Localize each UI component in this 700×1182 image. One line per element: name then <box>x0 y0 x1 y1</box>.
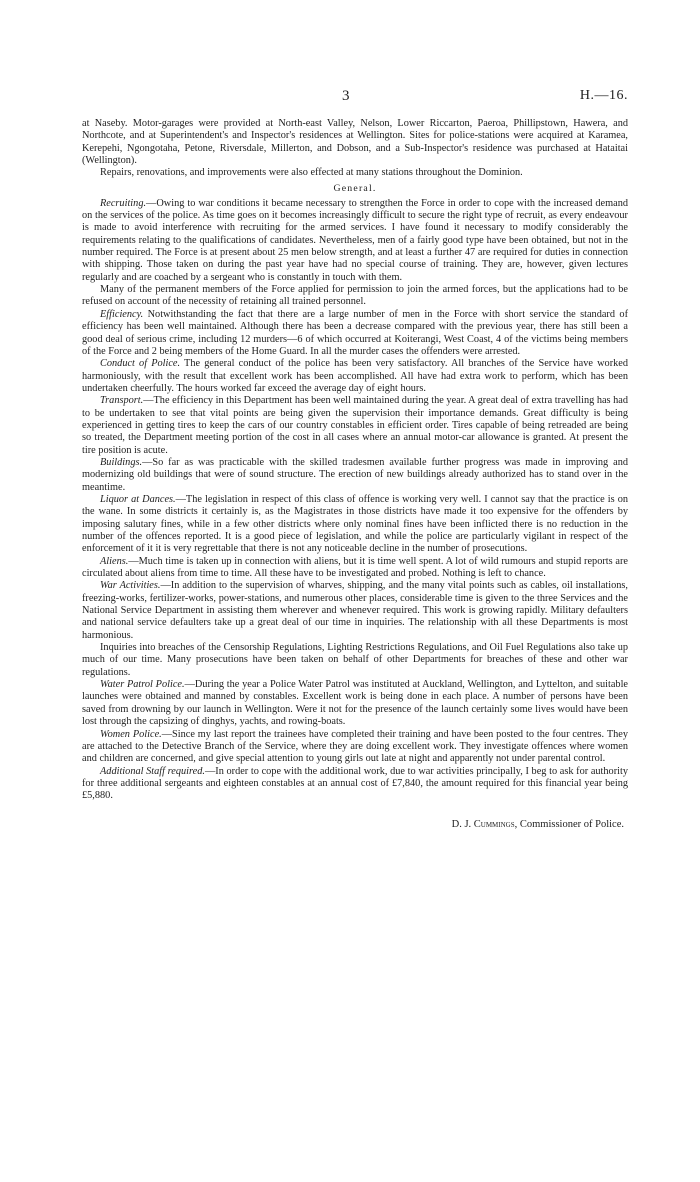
document-body <box>82 118 628 830</box>
paragraph-aliens <box>82 556 628 581</box>
paragraph-efficiency <box>82 309 628 358</box>
paragraph-text: —In order to cope with the additional work, due to war activities principally, I beg to ask for authority for three additional sergeants and eighteen constables at an annual cost of £7,840, the amount required for this financial year being £5,880. <box>82 765 629 802</box>
paragraph-heading: Transport. <box>100 395 144 407</box>
paragraph-text: —Owing to war conditions it became necessary to strengthen the Force in order to cope with the increased demand on the services of the police. As time goes on it becomes increasingly difficult to secure the right type of recruit, as every endeavour is made to avoid interference with recruiting for the armed services. I have found it necessary to modify considerably the requirements relating to the qualifications of candidates. Nevertheless, men of a fairly good type have been obtained, but not in the number required. The Force is at present about 25 men below strength, and at least a further 47 are required for duties in connection with shipping. Those taken on during the past year have had no special course of training. They are, however, given lectures regularly and are coached by a sergeant who is constantly in touch with them. <box>82 197 628 283</box>
page-number: 3 <box>342 88 350 104</box>
paragraph-buildings <box>82 457 628 494</box>
signature <box>82 819 628 830</box>
paragraph-additional-staff <box>82 766 628 803</box>
paragraph-text: —In addition to the supervision of wharves, shipping, and the many vital points such as cables, oil installations, freezing-works, fertilizer-works, power-stations, and numerous other places, considerable time is given to the three Services and the National Service Department in assisting them wherever and whenever required. This work is growing rapidly. Military defaulters and national service defaulters take up a great deal of our time in inquiries. The relationship with all these Departments is most harmonious. <box>82 580 629 641</box>
paragraph-liquor <box>82 494 628 556</box>
paragraph-heading: Recruiting. <box>100 197 147 209</box>
paragraph-heading: Water Patrol Police. <box>100 679 185 691</box>
paragraph-recruiting <box>82 198 628 284</box>
paragraph-heading: Women Police. <box>100 728 162 740</box>
paragraph-heading: Conduct of Police. <box>100 358 181 370</box>
paragraph-women-police <box>82 729 628 766</box>
page-header <box>82 88 628 108</box>
paragraph-heading: War Activities. <box>100 580 161 592</box>
paragraph-text: —The efficiency in this Department has been well maintained during the year. A great deal of extra travelling has had to be undertaken to see that vital points are being given the supervision their importance demands. Great difficulty is being experienced in getting tires to keep the cars of our country constables in efficient order. Tires capable of being retreaded are being so treated, the Department meeting portion of the cost in all cases where an annual motor-car allowance is granted. At present the tire position is acute. <box>82 395 628 456</box>
paragraph-heading: Buildings. <box>100 456 143 468</box>
paragraph-conduct <box>82 358 628 395</box>
paragraph-text: —Much time is taken up in connection with aliens, but it is time well spent. A lot of wild rumours and stupid reports are circulated about aliens from time to time. All these have to be investigated and probed. Nothing is left to chance. <box>82 555 628 580</box>
intro-paragraph: Repairs, renovations, and improvements were also effected at many stations throughout the Dominion. <box>100 167 523 179</box>
paragraph-permanent-members <box>82 284 628 309</box>
paragraph-water-patrol <box>82 679 628 728</box>
paragraph-heading: Aliens. <box>100 555 129 567</box>
paragraph-heading: Liquor at Dances. <box>100 493 176 505</box>
paragraph-text: Inquiries into breaches of the Censorship Regulations, Lighting Restrictions Regulations, and Oil Fuel Regulations also take up much of our time. Many prosecutions have been taken on behalf of other Departments for breaches of these and other war regulations. <box>82 642 628 678</box>
paragraph-inquiries <box>82 642 628 679</box>
signature-title: , Commissioner of Police. <box>514 818 624 830</box>
signature-name: D. J. Cummings <box>451 818 515 830</box>
document-reference: H.—16. <box>579 88 628 103</box>
paragraph-heading: Additional Staff required. <box>100 765 205 777</box>
paragraph-text: —So far as was practicable with the skilled tradesmen available further progress was made in improving and modernizing old buildings that were of sound structure. The erection of new buildings already authorized has to stand over in the meantime. <box>82 456 628 493</box>
intro-paragraph: at Naseby. Motor-garages were provided at North-east Valley, Nelson, Lower Riccarton, Paeroa, Phillipstown, Hawera, and Northcote, and at Superintendent's and Inspector's residences at Wellington. Sites for police-stations were acquired at Karamea, Kerepehi, Ngongotaha, Petone, Riversdale, Millerton, and Dobson, and a Sub-Inspector's residence was purchased at Hataitai (Wellington). <box>82 118 628 167</box>
paragraph-text: Notwithstanding the fact that there are a large number of men in the Force with short service the standard of efficiency has been well maintained. Although there has been a decrease compared with the previous year, there has still been a good deal of serious crime, including 12 murders—6 of which occurred at Koiterangi, West Coast, 4 of the victims being members of the Force and 2 being members of the Home Guard. In all the murder cases the offenders were arrested. <box>82 308 628 357</box>
paragraph-text: —Since my last report the trainees have completed their training and have been posted to the four centres. They are attached to the Detective Branch of the Service, where they are doing excellent work. They investigate offences where women and children are concerned, and give special attention to young girls out late at night and apparently not under parental control. <box>82 728 628 765</box>
paragraph-transport <box>82 395 628 457</box>
paragraph-text: The general conduct of the police has been very satisfactory. All branches of the Service have worked harmoniously, with the result that excellent work has been accomplished. All have had extra work to perform, which has been undertaken cheerfully. The hours worked far exceed the average day of eight hours. <box>82 358 628 394</box>
paragraph-war-activities <box>82 580 628 642</box>
paragraph-text: —During the year a Police Water Patrol was instituted at Auckland, Wellington, and Lyttelton, and suitable launches were obtained and manned by constables. Excellent work is being done in each place. A number of persons have been saved from drowning by our launch in Wellington. Were it not for the presence of the launch certainly some lives would have been lost through the capsizing of dinghys, yachts, and rowing-boats. <box>82 679 628 728</box>
paragraph-text: Many of the permanent members of the Force applied for permission to join the armed forces, but the applications had to be refused on account of the necessity of retaining all trained personnel. <box>82 284 628 308</box>
paragraph-heading: Efficiency. <box>100 308 144 320</box>
paragraph-text: —The legislation in respect of this class of offence is working very well. I cannot say that the practice is on the wane. In some districts it certainly is, as the Magistrates in those districts have made it too expensive for the offenders by imposing salutary fines, while in a few other districts where only nominal fines have been inflicted there is no reduction in the number of the offences reported. It is a good piece of legislation, and while the police are particularly vigilant in respect of the enforcement of it it is very regrettable that there is not any noticeable decline in the number of prosecutions. <box>82 493 629 555</box>
section-heading: General. <box>333 182 377 194</box>
